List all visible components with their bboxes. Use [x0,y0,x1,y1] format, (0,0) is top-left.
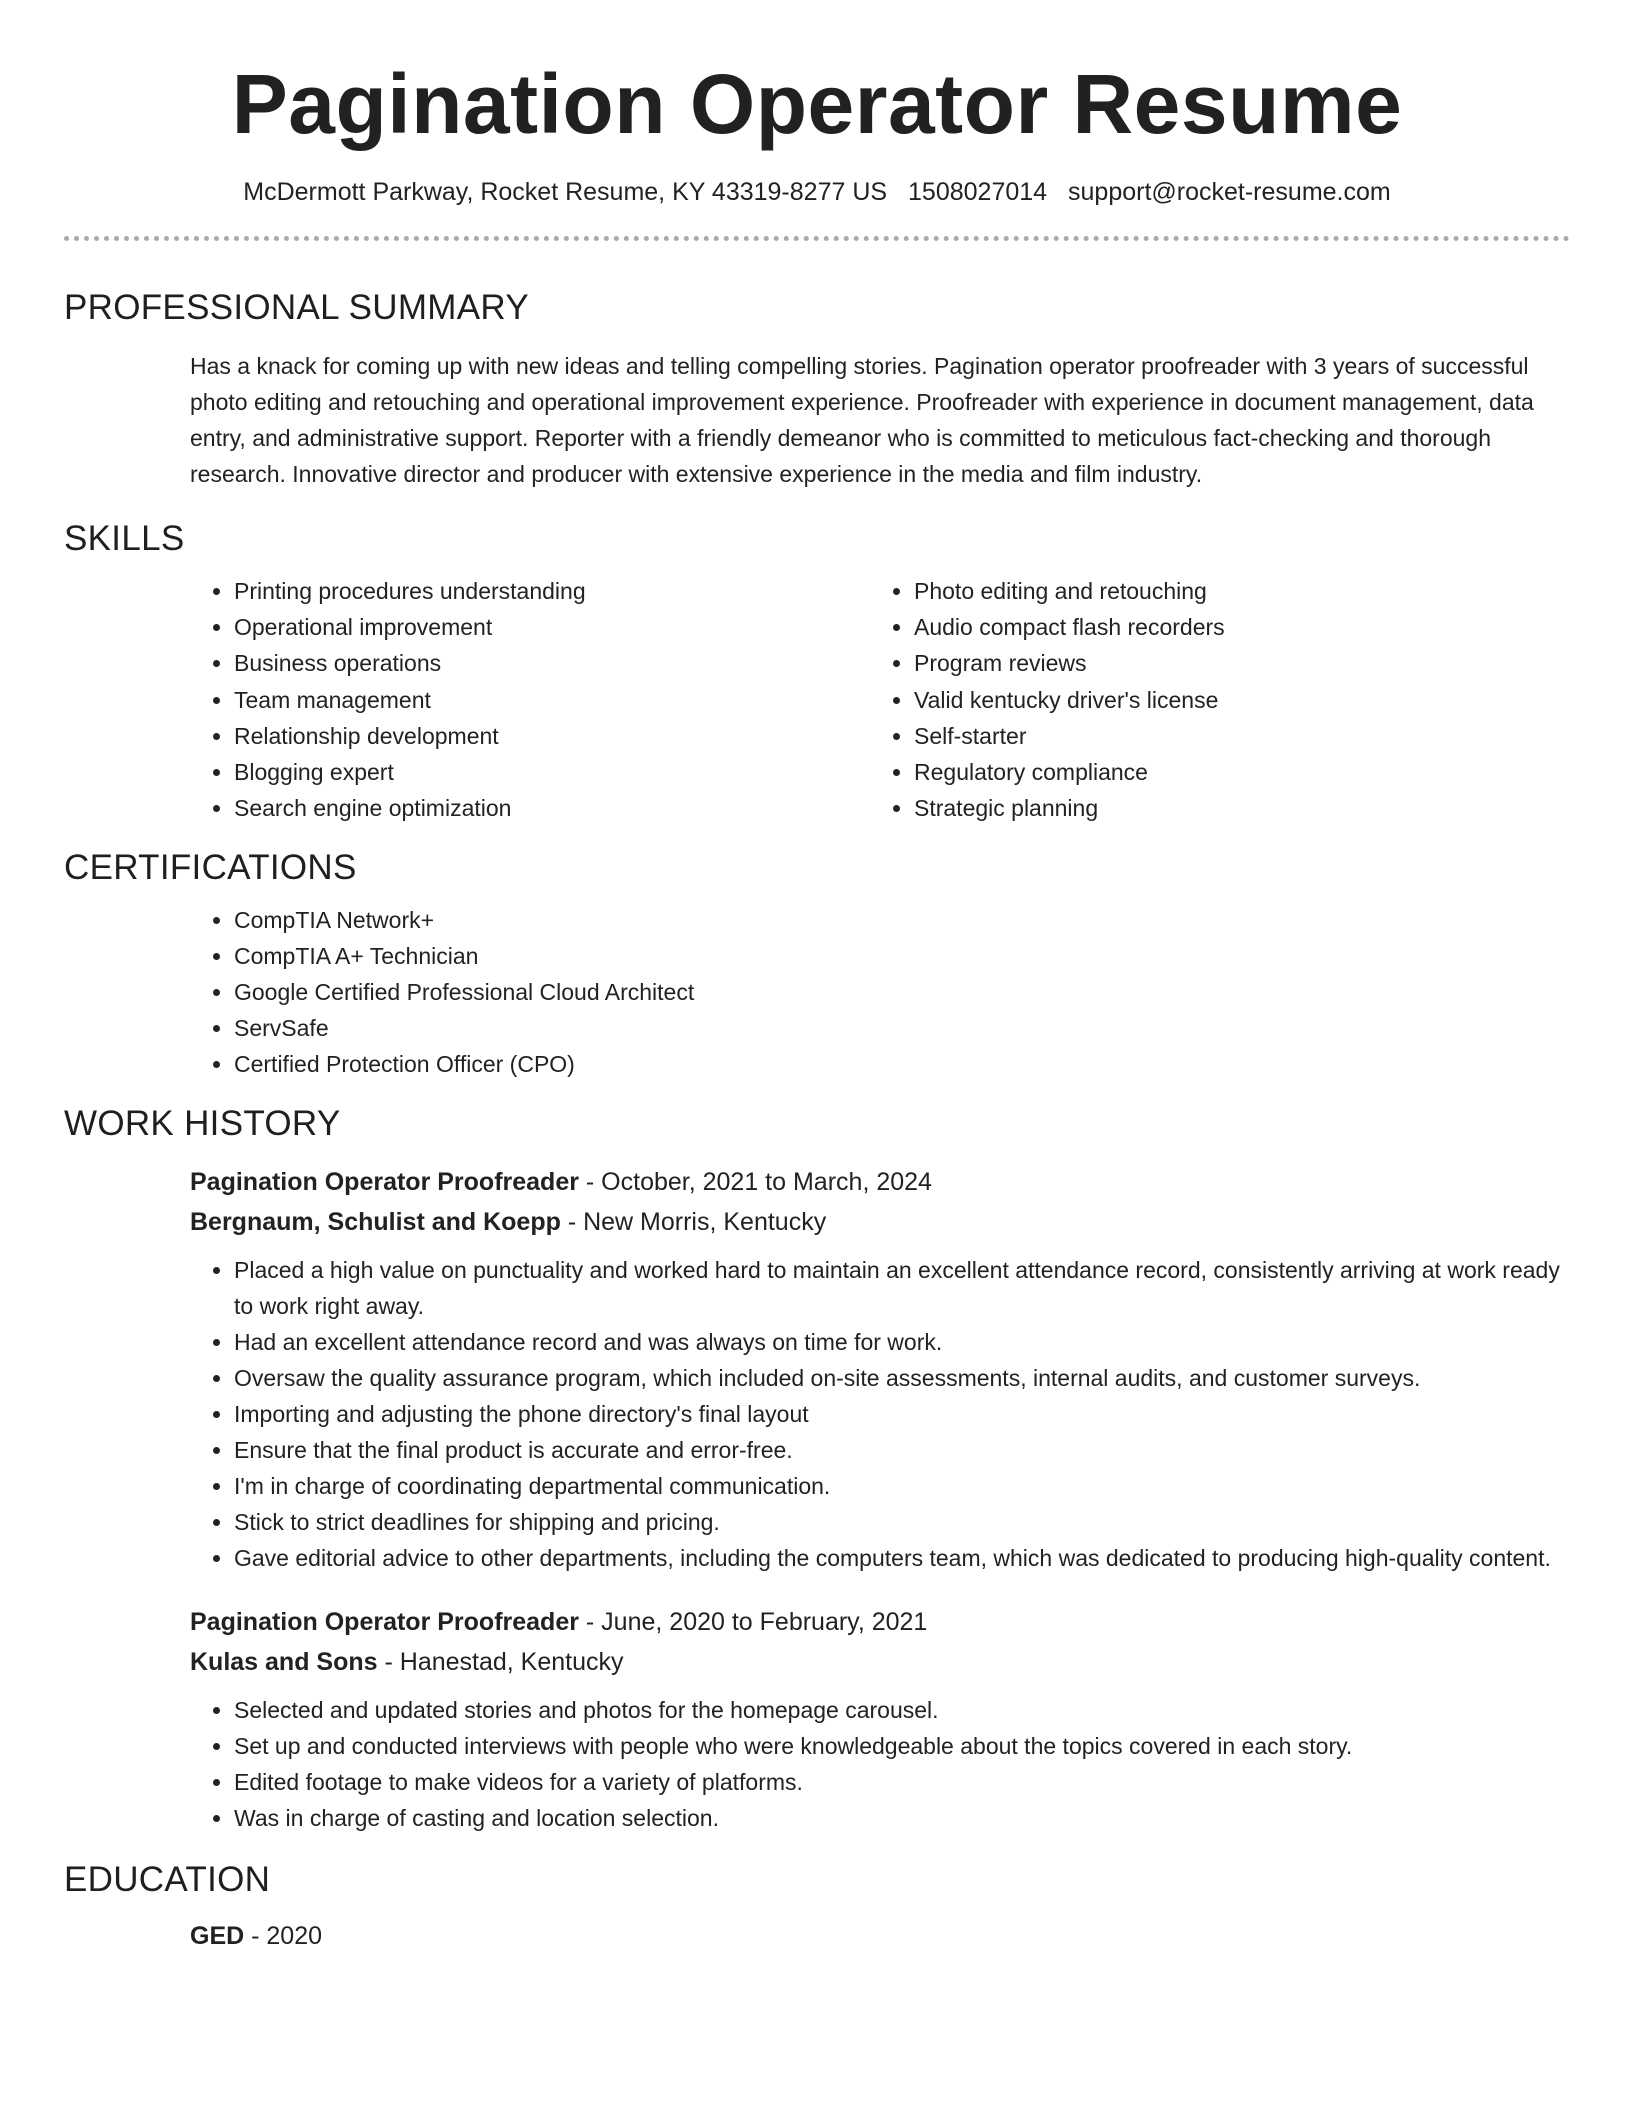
duty-item: • Gave editorial advice to other departments, including the computers team, which was dedicated to producing high-quality content. [234,1540,1570,1576]
skill-item: • Audio compact flash recorders [914,609,1550,645]
certification-item: • CompTIA A+ Technician [234,938,1570,974]
contact-email: support@rocket-resume.com [1068,178,1391,206]
skill-item: • Business operations [234,645,870,681]
job-title-line [190,1162,1570,1202]
job-location: - Hanestad, Kentucky [377,1648,624,1677]
job-entry [190,1162,1570,1576]
job-duties [190,1692,1570,1836]
summary-heading: PROFESSIONAL SUMMARY [64,288,529,327]
education-entry [190,1916,1570,1956]
certification-item: • Certified Protection Officer (CPO) [234,1046,1570,1082]
skill-item: • Valid kentucky driver's license [914,682,1550,718]
contact-line [64,176,1570,208]
job-dates: - June, 2020 to February, 2021 [578,1608,928,1637]
job-dates: - October, 2021 to March, 2024 [578,1168,932,1197]
contact-address: McDermott Parkway, Rocket Resume, KY 43319-8277 US [243,178,888,206]
education-year: - 2020 [244,1922,323,1951]
skill-item: • Photo editing and retouching [914,573,1550,609]
skill-item: • Strategic planning [914,790,1550,826]
duty-item: • Oversaw the quality assurance program, which included on-site assessments, internal audits, and customer surveys. [234,1360,1570,1396]
duty-item: • Stick to strict deadlines for shipping and pricing. [234,1504,1570,1540]
duty-item: • Set up and conducted interviews with people who were knowledgeable about the topics covered in each story. [234,1728,1570,1764]
education-heading: EDUCATION [64,1860,271,1900]
duty-item: • Placed a high value on punctuality and worked hard to maintain an excellent attendance record, consistently arriving at work ready to work right away. [234,1252,1570,1324]
resume-page [64,0,1570,1956]
summary-text: Has a knack for coming up with new ideas and telling compelling stories. Pagination operator proofreader with 3 years of successful photo editing and retouching and operational improvement experience. Proofreader with experience in document management, data entry, and administrative support. Reporter with a friendly demeanor who is committed to meticulous fact-checking and thorough research. Innovative director and producer with extensive experience in the media and film industry. [190,353,1534,487]
skills-column-left [190,573,870,826]
certification-item: • Google Certified Professional Cloud Architect [234,974,1570,1010]
duty-item: • I'm in charge of coordinating departmental communication. [234,1468,1570,1504]
contact-phone: 1508027014 [908,178,1048,206]
skill-item: • Search engine optimization [234,790,870,826]
skill-item: • Self-starter [914,718,1550,754]
duty-item: • Had an excellent attendance record and was always on time for work. [234,1324,1570,1360]
certification-item: • CompTIA Network+ [234,902,1570,938]
duty-item: • Edited footage to make videos for a variety of platforms. [234,1764,1570,1800]
header-divider [64,236,1570,241]
work-history-heading: WORK HISTORY [64,1104,341,1144]
job-title-line [190,1602,1570,1642]
certifications-heading: CERTIFICATIONS [64,848,357,888]
skills-column-right [870,573,1550,826]
skill-item: • Blogging expert [234,754,870,790]
skill-item: • Regulatory compliance [914,754,1550,790]
job-company: Bergnaum, Schulist and Koepp [190,1208,561,1237]
job-title: Pagination Operator Proofreader [190,1608,579,1637]
skills-heading: SKILLS [64,519,185,558]
job-company-line [190,1202,1570,1242]
duty-item: • Was in charge of casting and location selection. [234,1800,1570,1836]
job-company: Kulas and Sons [190,1648,378,1677]
job-duties [190,1252,1570,1576]
duty-item: • Ensure that the final product is accurate and error-free. [234,1432,1570,1468]
job-company-line [190,1642,1570,1682]
certifications-list [190,902,1570,1082]
job-location: - New Morris, Kentucky [560,1208,827,1237]
job-title: Pagination Operator Proofreader [190,1168,579,1197]
skill-item: • Team management [234,682,870,718]
skill-item: • Operational improvement [234,609,870,645]
duty-item: • Importing and adjusting the phone directory's final layout [234,1396,1570,1432]
skill-item: • Relationship development [234,718,870,754]
skill-item: • Program reviews [914,645,1550,681]
skills-grid [190,573,1570,826]
certification-item: • ServSafe [234,1010,1570,1046]
skill-item: • Printing procedures understanding [234,573,870,609]
duty-item: • Selected and updated stories and photos for the homepage carousel. [234,1692,1570,1728]
job-entry [190,1602,1570,1836]
education-degree: GED [190,1922,245,1951]
resume-title: Pagination Operator Resume [231,57,1403,151]
